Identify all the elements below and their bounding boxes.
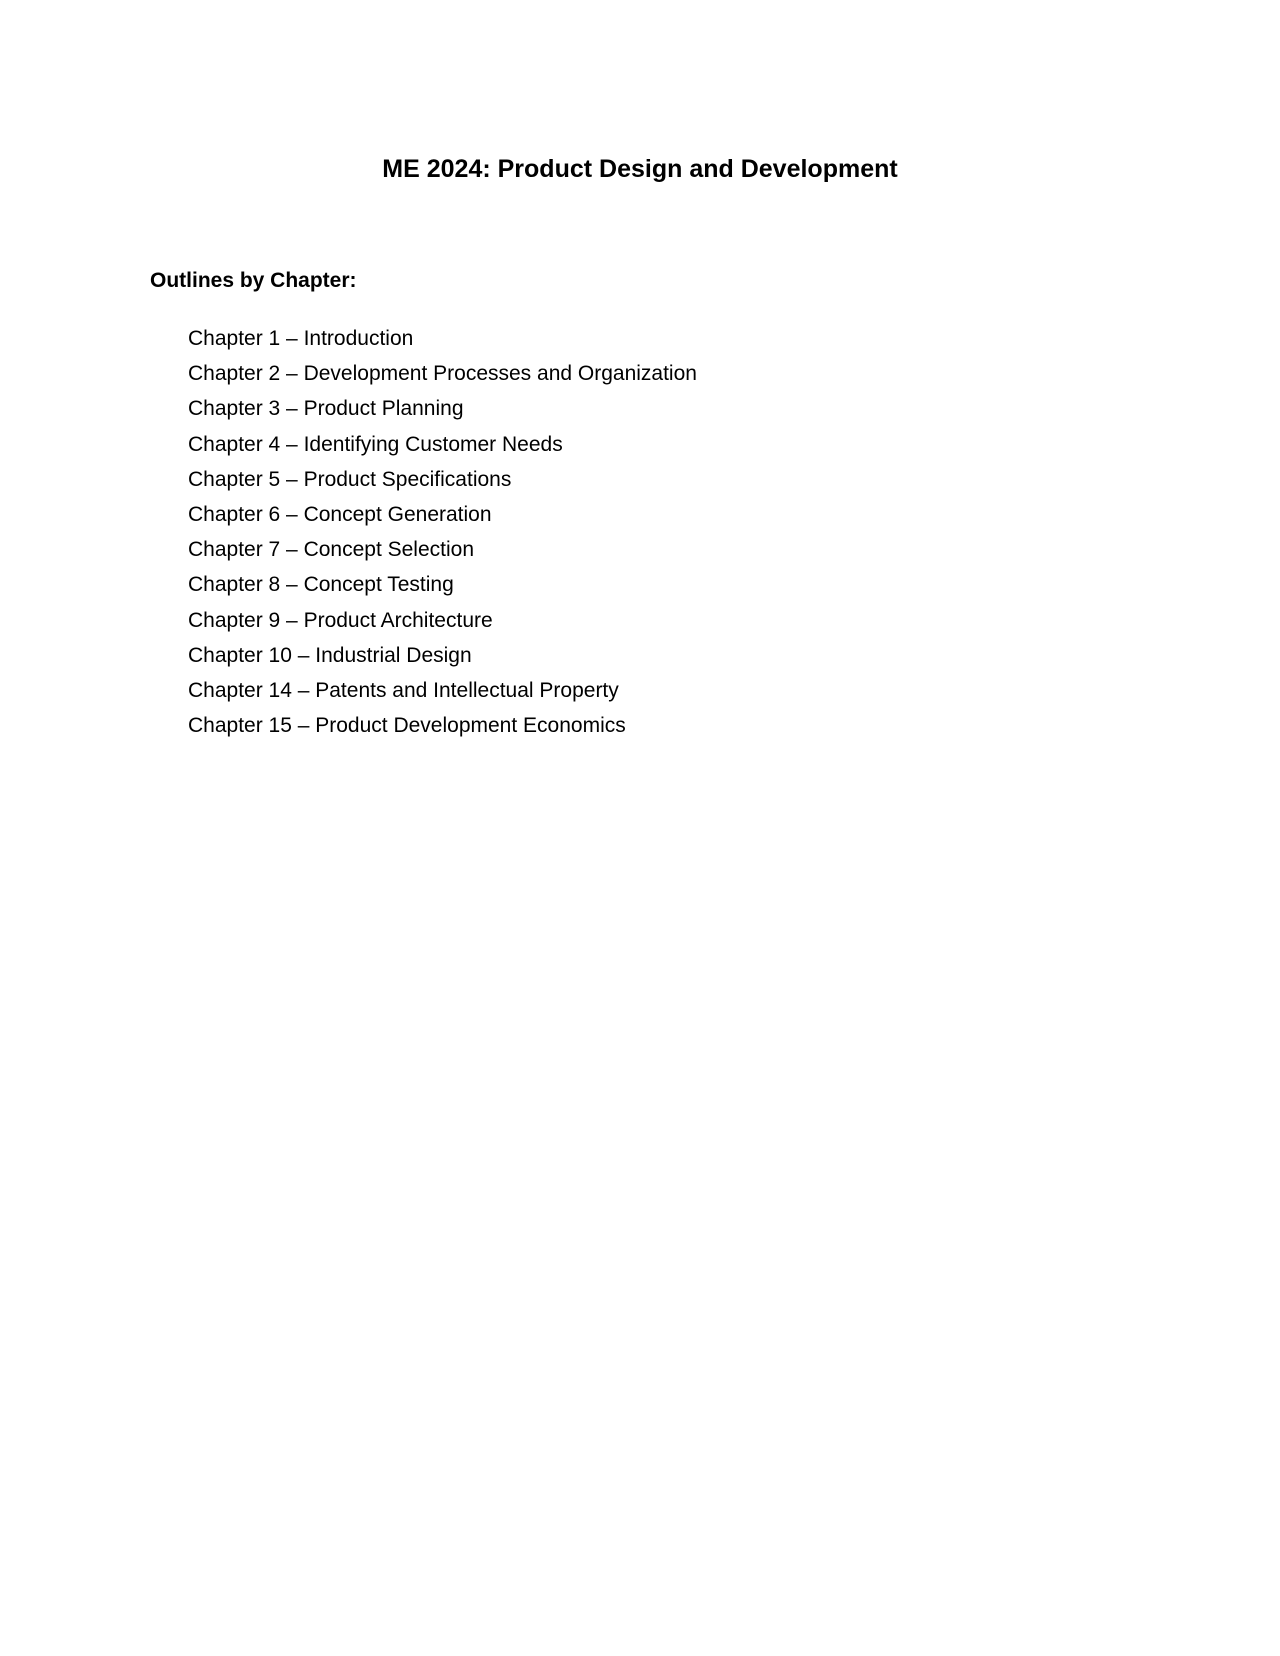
chapter-item-1: Chapter 1 – Introduction	[188, 327, 414, 350]
chapter-item-14: Chapter 14 – Patents and Intellectual Property	[188, 679, 619, 703]
chapter-item-5: Chapter 5 – Product Specifications	[188, 467, 512, 491]
chapter-item-7: Chapter 7 – Concept Selection	[188, 538, 475, 562]
chapter-item-4: Chapter 4 – Identifying Customer Needs	[188, 432, 563, 456]
chapter-item-2: Chapter 2 – Development Processes and Organization	[188, 362, 697, 386]
chapter-item-6: Chapter 6 – Concept Generation	[188, 503, 492, 527]
chapter-item-3: Chapter 3 – Product Planning	[188, 397, 464, 421]
chapter-list	[188, 321, 697, 743]
chapter-item-9: Chapter 9 – Product Architecture	[188, 608, 493, 632]
document-title: ME 2024: Product Design and Development	[382, 155, 898, 183]
chapter-item-15: Chapter 15 – Product Development Economics	[188, 714, 626, 738]
chapter-item-8: Chapter 8 – Concept Testing	[188, 573, 454, 597]
section-heading: Outlines by Chapter:	[150, 269, 357, 292]
chapter-item-10: Chapter 10 – Industrial Design	[188, 643, 472, 667]
